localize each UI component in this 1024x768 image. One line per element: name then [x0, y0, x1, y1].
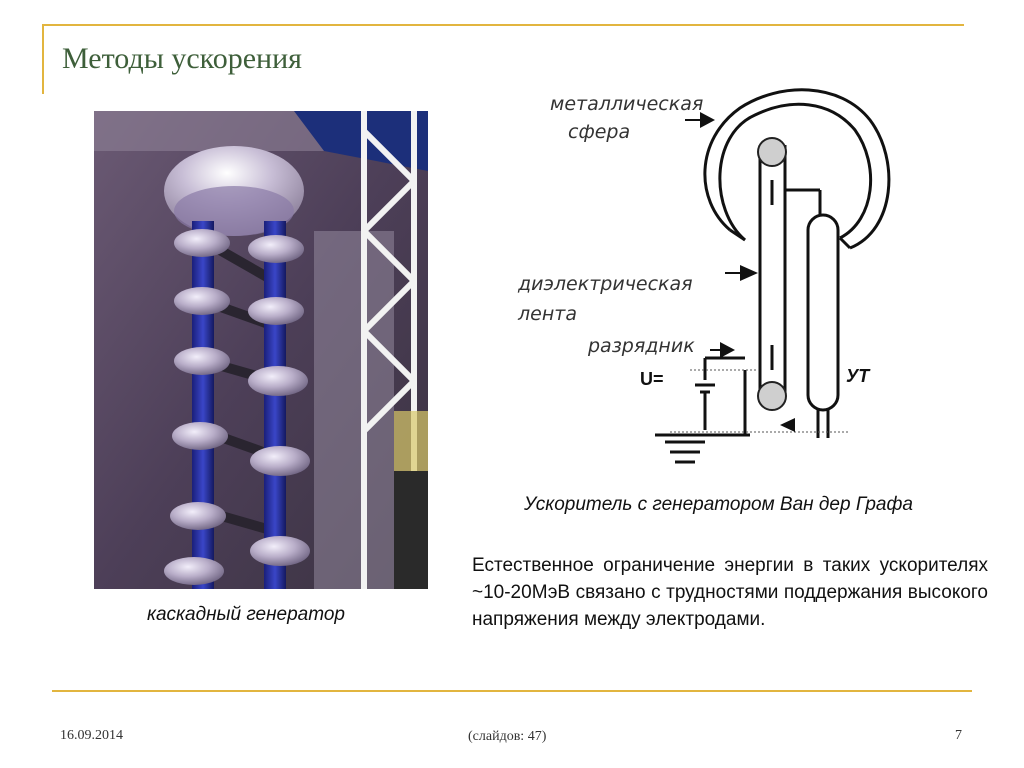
diagram-caption: Ускоритель с генератором Ван дер Графа	[524, 494, 913, 515]
top-rule	[42, 24, 964, 26]
label-voltage: U=	[640, 369, 664, 389]
cascade-generator-photo	[94, 111, 428, 589]
footer-slide-count: (слайдов: 47)	[468, 729, 547, 744]
left-rule	[42, 24, 44, 94]
photo-caption: каскадный генератор	[147, 604, 345, 625]
label-dielectric-belt-1: диэлектрическая	[518, 273, 693, 295]
footer-date: 16.09.2014	[60, 728, 123, 743]
bottom-rule	[52, 690, 972, 692]
footer-page-number: 7	[955, 728, 962, 743]
slide-title: Методы ускорения	[62, 42, 302, 75]
label-metal-sphere-1: металлическая	[550, 93, 704, 115]
van-de-graaff-diagram	[510, 80, 910, 480]
body-paragraph: Естественное ограничение энергии в таких ускорителях ~10-20МэВ связано с трудностями поддержания высокого напряжения между электродами.	[472, 555, 988, 630]
label-discharger: разрядник	[588, 335, 695, 357]
label-tube: УТ	[846, 366, 870, 386]
label-dielectric-belt-2: лента	[518, 303, 577, 325]
label-metal-sphere-2: сфера	[568, 121, 631, 143]
